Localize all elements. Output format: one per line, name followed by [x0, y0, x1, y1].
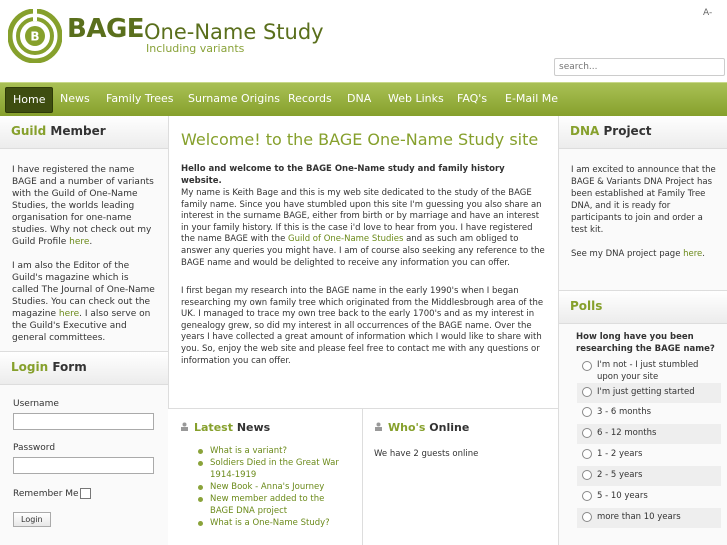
guild-paragraph-1: I have registered the name BAGE and a number of variants with the Guild of One-Name Studies, the worlds leading organisation for one-name studies. Why not check out my Guild Profile here.: [12, 165, 154, 247]
latest-news-list: [198, 445, 348, 529]
whos-online-text: We have 2 guests online: [374, 449, 479, 459]
news-item[interactable]: What is a variant?: [198, 445, 348, 457]
username-label: Username: [13, 399, 59, 409]
dna-project-link[interactable]: here: [683, 249, 703, 259]
poll-question: How long have you been researching the BAGE name?: [576, 332, 715, 354]
poll-radio[interactable]: [582, 449, 592, 459]
left-column: [0, 116, 169, 545]
poll-radio[interactable]: [582, 428, 592, 438]
welcome-intro: Hello and welcome to the BAGE One-Name study and family history website.: [181, 164, 505, 186]
news-item[interactable]: What is a One-Name Study?: [198, 517, 348, 529]
poll-radio[interactable]: [582, 361, 592, 371]
site-tagline: Including variants: [146, 42, 245, 55]
svg-text:B: B: [30, 29, 40, 44]
poll-radio[interactable]: [582, 512, 592, 522]
news-item[interactable]: Soldiers Died in the Great War 1914-1919: [198, 457, 348, 481]
poll-radio[interactable]: [582, 470, 592, 480]
poll-radio[interactable]: [582, 407, 592, 417]
polls-header: Polls: [559, 290, 727, 324]
nav-faqs[interactable]: FAQ's: [457, 92, 488, 105]
page-title: Welcome! to the BAGE One-Name Study site: [181, 130, 539, 149]
poll-option[interactable]: 1 - 2 years: [577, 445, 721, 465]
users-icon: [374, 422, 383, 432]
latest-news-header: Latest News: [180, 421, 270, 434]
site-brand[interactable]: BAGE: [67, 14, 145, 44]
guild-paragraph-2: I am also the Editor of the Guild's magazine which is called The Journal of One-Name Studies. You can check out the magazine here. I also serve on the Guild's Executive and general committees.: [12, 261, 155, 343]
poll-option[interactable]: I'm just getting started: [577, 383, 721, 403]
password-label: Password: [13, 443, 56, 453]
news-item[interactable]: New member added to the BAGE DNA project: [198, 493, 348, 517]
news-item[interactable]: New Book - Anna's Journey: [198, 481, 348, 493]
poll-option[interactable]: more than 10 years: [577, 508, 721, 528]
header: [0, 0, 727, 82]
remember-me-checkbox[interactable]: [80, 488, 91, 499]
news-icon: [180, 422, 189, 432]
poll-option[interactable]: 2 - 5 years: [577, 466, 721, 486]
dna-paragraph-2: See my DNA project page here.: [571, 249, 705, 259]
main-nav: [0, 82, 727, 116]
lower-panels: [168, 408, 558, 545]
username-field[interactable]: [13, 413, 154, 430]
nav-home[interactable]: Home: [5, 87, 53, 113]
welcome-paragraph-3: I first began my research into the BAGE name in the early 1990's when I began researching my own family tree which originated from the Middlesbrough area of the UK. I managed to trace my own tree back to the early 1700's and as my interest in genealogy grew, so did my interest in all occurrences of the BAGE name. Over the years I have collected a great amount of information which I would like to share with you. So, enjoy the web site and please feel free to contact me with any questions or information you can offer.: [181, 286, 544, 366]
nav-web-links[interactable]: Web Links: [388, 92, 444, 105]
nav-family-trees[interactable]: Family Trees: [106, 92, 174, 105]
center-column: [168, 116, 558, 545]
nav-records[interactable]: Records: [288, 92, 332, 105]
site-subtitle: One-Name Study: [144, 20, 324, 44]
bage-logo-icon[interactable]: [8, 9, 62, 63]
poll-option[interactable]: 6 - 12 months: [577, 424, 721, 444]
guild-magazine-link[interactable]: here: [58, 309, 80, 319]
guild-one-name-studies-link[interactable]: Guild of One-Name Studies: [288, 234, 404, 245]
poll-option[interactable]: I'm not - I just stumbled upon your site: [577, 357, 721, 383]
guild-profile-link[interactable]: here: [69, 237, 90, 247]
login-button[interactable]: Login: [13, 512, 51, 527]
dna-project-header: DNA Project: [559, 116, 727, 149]
nav-dna[interactable]: DNA: [347, 92, 372, 105]
password-field[interactable]: [13, 457, 154, 474]
poll-radio[interactable]: [582, 491, 592, 501]
font-size-toggle[interactable]: A-: [703, 8, 713, 18]
login-form-header: Login Form: [0, 351, 168, 385]
poll-option[interactable]: 5 - 10 years: [577, 487, 721, 507]
guild-member-header: Guild Member: [0, 116, 168, 149]
poll-option[interactable]: 3 - 6 months: [577, 403, 721, 423]
search-input[interactable]: [554, 58, 725, 76]
dna-paragraph-1: I am excited to announce that the BAGE & Variants DNA Project has been established at Family Tree DNA, and it is ready for participants to join and order a test kit.: [571, 165, 716, 235]
remember-me-label: Remember Me: [13, 489, 79, 499]
welcome-paragraph-2: My name is Keith Bage and this is my web site dedicated to the study of the BAGE family name. Since you have stumbled upon this site I'm guessing you also share an interest in the surname BAGE, either from birth or by marriage and have an interest in your family history. If this is the case i'd love to hear from you. I have registered the name BAGE with the Guild of One-Name Studies and as such am obliged to answer any queries you might have. I am of course also seeking any reference to the BAGE name and would be delighted to receive any information you can offer.: [181, 188, 545, 268]
nav-news[interactable]: News: [60, 92, 90, 105]
nav-email-me[interactable]: E-Mail Me: [505, 92, 559, 105]
nav-surname-origins[interactable]: Surname Origins: [188, 92, 280, 105]
poll-radio[interactable]: [582, 387, 592, 397]
right-column: [558, 116, 727, 545]
whos-online-header: Who's Online: [374, 421, 469, 434]
